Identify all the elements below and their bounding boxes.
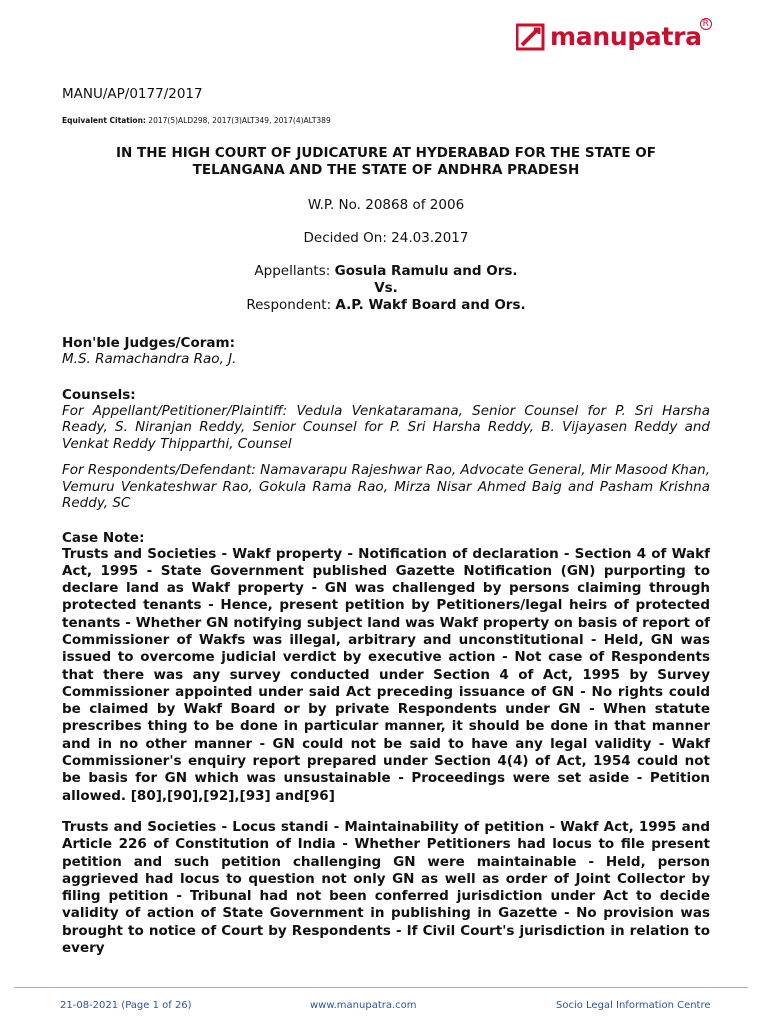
counsel-respondent: For Respondents/Defendant: Namavarapu Rajeshwar Rao, Advocate General, Mir Masood Khan, Vemuru Venkateshwar Rao, Gokula Rama Rao, Mirza Nisar Ahmed Baig and Pasham Krishna Reddy, SC [62, 462, 710, 511]
footer-date-page: 21-08-2021 (Page 1 of 26) [60, 1000, 192, 1011]
decided-on: Decided On: 24.03.2017 [303, 230, 469, 246]
appellants-name: Gosula Ramulu and Ors. [334, 263, 518, 279]
writ-petition-number: W.P. No. 20868 of 2006 [307, 197, 465, 213]
document-body [62, 86, 710, 957]
equivalent-citation-label: Equivalent Citation: [62, 116, 146, 125]
counsels-heading: Counsels: [62, 386, 136, 403]
case-note-paragraph-2: Trusts and Societies - Locus standi - Maintainability of petition - Wakf Act, 1995 and Article 226 of Constitution of India - Whether Petitioners had locus to file present petition and such petition challenging GN were maintainable - Held, person aggrieved had locus to question not only GN as well as order of Joint Collector by filing petition - Tribunal had not been conferred jurisdiction under Act to decide validity of action of State Government in publishing in Gazette - No provision was brought to notice of Court by Respondents - If Civil Court's jurisdiction in relation to every [62, 818, 710, 957]
registered-mark: R [700, 18, 712, 30]
footer-website-link[interactable]: www.manupatra.com [310, 1000, 417, 1011]
parties [62, 263, 710, 314]
appellants-label: Appellants: [254, 263, 335, 279]
court-title-line-2: TELANGANA AND THE STATE OF ANDHRA PRADESH [192, 162, 580, 178]
manupatra-logo-icon [516, 23, 546, 51]
equivalent-citation-value: 2017(5)ALD298, 2017(3)ALT349, 2017(4)ALT389 [145, 116, 331, 125]
versus: Vs. [374, 280, 398, 296]
judges-heading: Hon'ble Judges/Coram: [62, 335, 235, 351]
respondent-label: Respondent: [246, 297, 336, 313]
logo-text: manupatra [550, 22, 702, 51]
footer-tagline: Socio Legal Information Centre [556, 1000, 711, 1011]
footer-divider [14, 987, 748, 988]
case-note-paragraph-1: Trusts and Societies - Wakf property - Notification of declaration - Section 4 of Wakf Act, 1995 - State Government published Gazette Notification (GN) purporting to declare land as Wakf property - GN was challenged by persons claiming through protected tenants - Hence, present petition by Petitioners/legal heirs of protected tenants - Whether GN notifying subject land was Wakf property on basis of report of Commissioner of Wakfs was illegal, arbitrary and unconstitutional - Held, GN was issued to overcome judicial verdict by executive action - Not case of Respondents that there was any survey conducted under Section 4 of Act, 1995 by Survey Commissioner appointed under said Act preceding issuance of GN - No rights could be claimed by Wakf Board or by private Respondents under GN - When statute prescribes thing to be done in particular manner, it should be done in that manner and in no other manner - GN could not be said to have any legal validity - Wakf Commissioner's enquiry report prepared under Section 4(4) of Act, 1954 could not be basis for GN which was unsustainable - Proceedings were set aside - Petition allowed. [80],[90],[92],[93] and[96] [62, 545, 710, 804]
counsel-appellant: For Appellant/Petitioner/Plaintiff: Vedula Venkataramana, Senior Counsel for P. Sri Harsha Ready, S. Niranjan Reddy, Senior Counsel for P. Sri Harsha Reddy, B. Vijayasen Reddy and Venkat Reddy Thipparthi, Counsel [62, 402, 710, 452]
appellants-line [62, 263, 710, 280]
respondent-name: A.P. Wakf Board and Ors. [335, 297, 526, 313]
court-title [62, 145, 710, 179]
case-note-heading: Case Note: [62, 529, 145, 546]
respondent-line [62, 297, 710, 314]
court-title-line-1: IN THE HIGH COURT OF JUDICATURE AT HYDERABAD FOR THE STATE OF [116, 145, 656, 161]
judges-names: M.S. Ramachandra Rao, J. [62, 351, 237, 367]
manu-citation: MANU/AP/0177/2017 [62, 86, 203, 102]
manupatra-logo [516, 19, 709, 51]
equivalent-citation [62, 116, 710, 125]
